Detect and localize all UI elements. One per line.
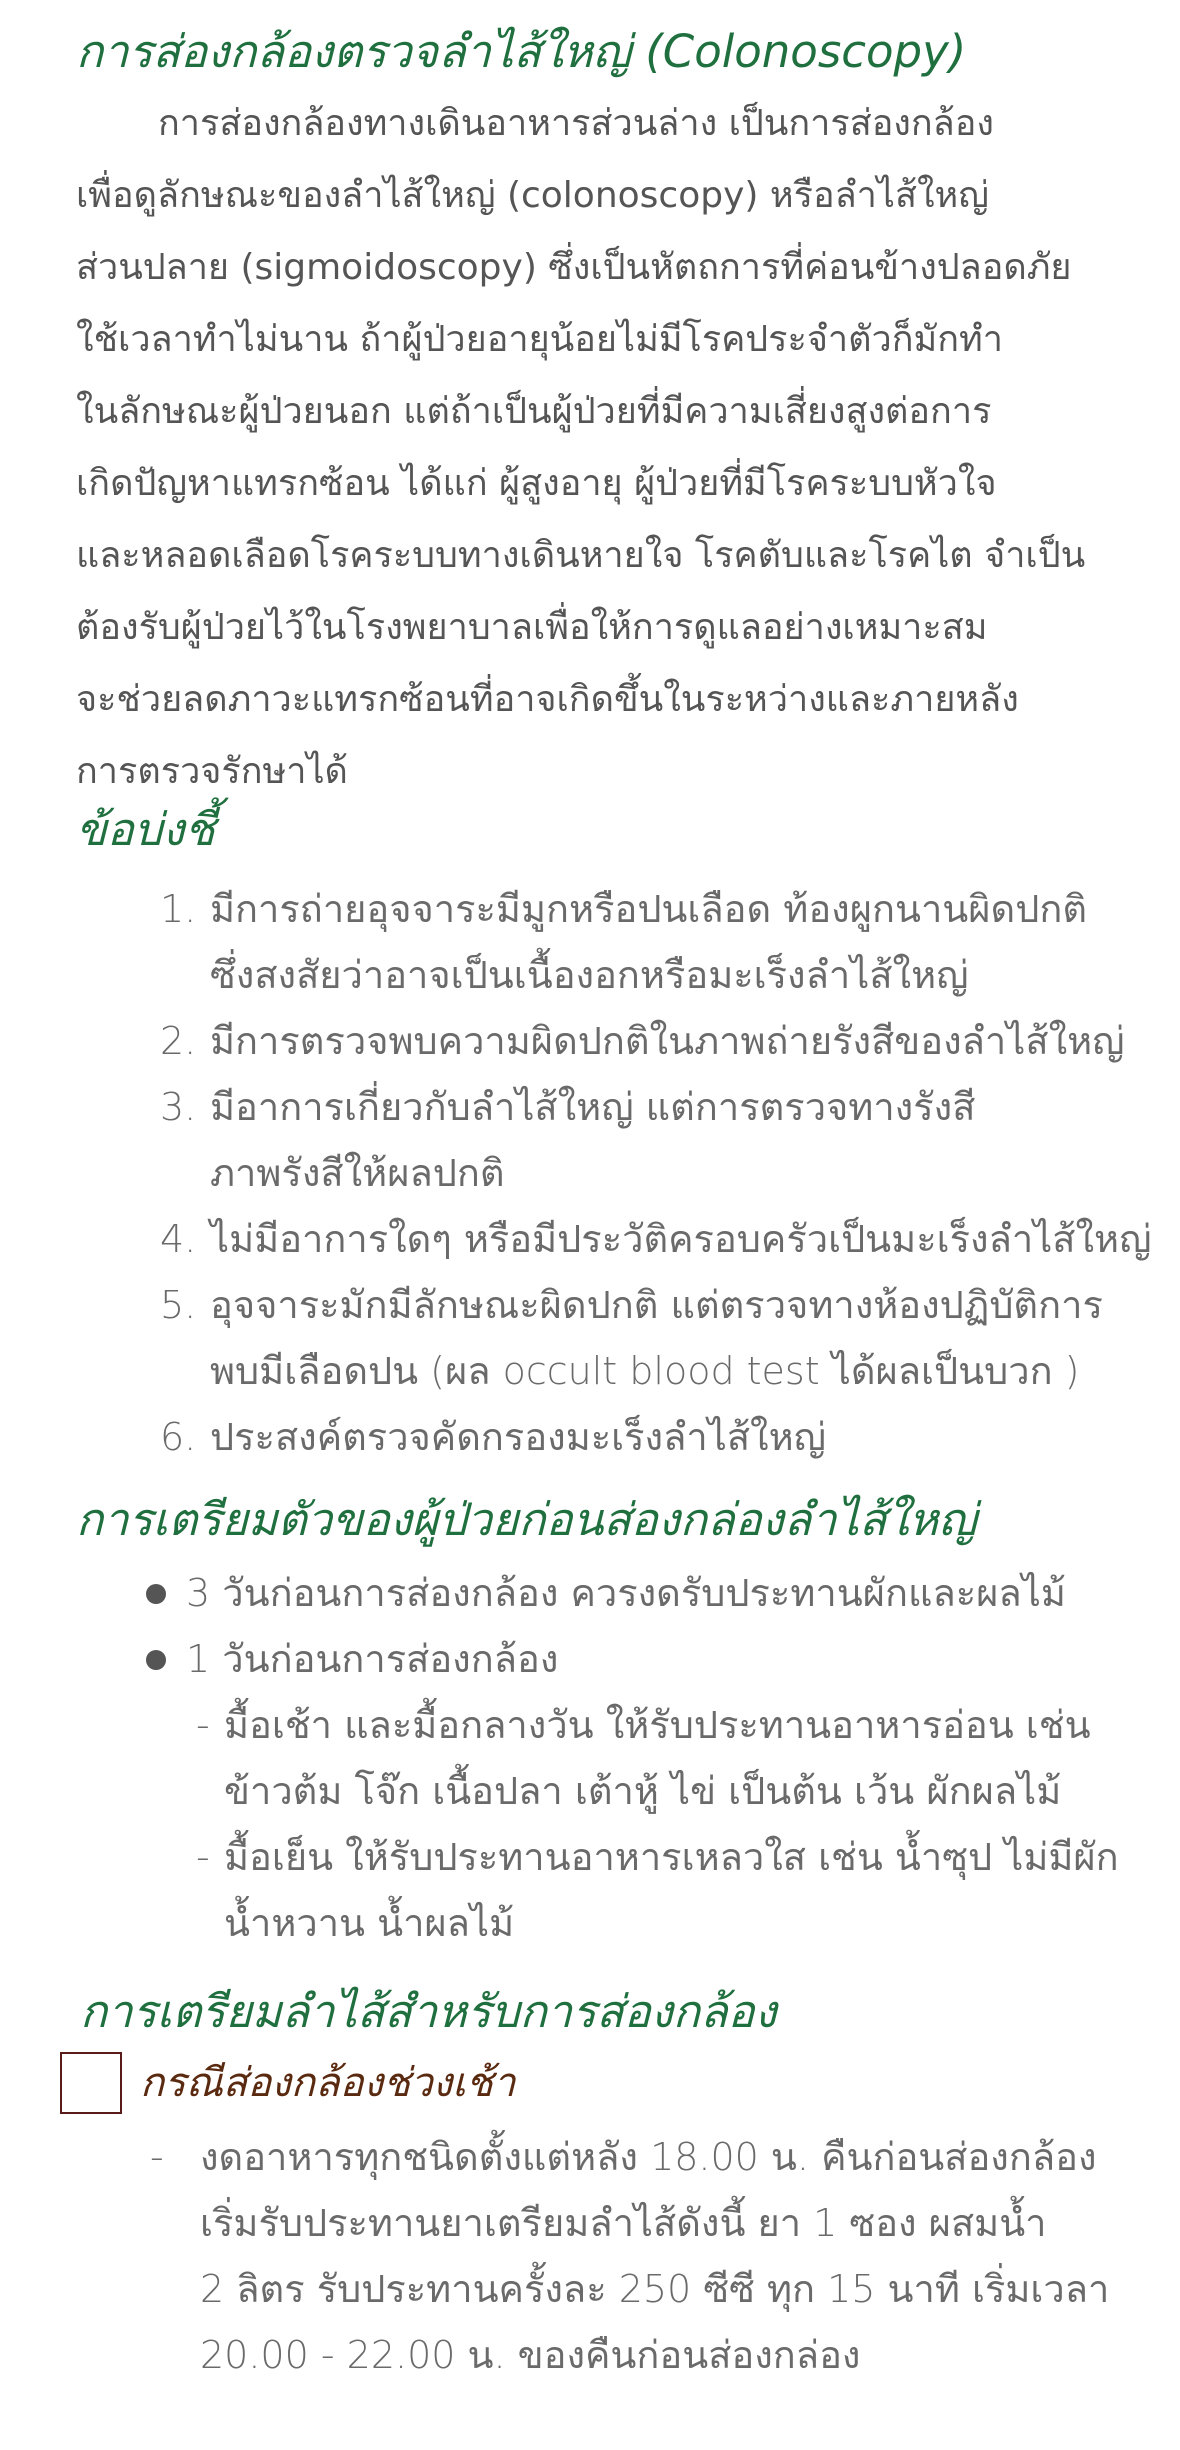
case-item-text: งดอาหารทุกชนิดตั้งแต่หลัง 18.00 น. คืนก่อนส่องกล้อง: [200, 2135, 1097, 2179]
paragraph-line: การตรวจรักษาได้: [76, 751, 348, 792]
paragraph-line: เพื่อดูลักษณะของลำไส้ใหญ่ (colonoscopy) หรือลำไส้ใหญ่: [76, 175, 989, 216]
list-item-text: มีอาการเกี่ยวกับลำไส้ใหญ่ แต่การตรวจทางรังสี: [210, 1085, 976, 1129]
paragraph-line: การส่องกล้องทางเดินอาหารส่วนล่าง เป็นการส่องกล้อง: [158, 103, 994, 144]
list-item-text: ไม่มีอาการใดๆ หรือมีประวัติครอบครัวเป็นมะเร็งลำไส้ใหญ่: [210, 1217, 1152, 1261]
list-item-text: อุจจาระมักมีลักษณะผิดปกติ แต่ตรวจทางห้องปฏิบัติการ: [210, 1283, 1103, 1327]
case-item-text: 2 ลิตร รับประทานครั้งละ 250 ซีซี ทุก 15 นาที เริ่มเวลา: [200, 2267, 1110, 2311]
checkbox[interactable]: [60, 2052, 122, 2114]
sub-item-text: มื้อเช้า และมื้อกลางวัน ให้รับประทานอาหารอ่อน เช่น: [224, 1703, 1091, 1747]
list-item-text: ประสงค์ตรวจคัดกรองมะเร็งลำไส้ใหญ่: [210, 1415, 827, 1459]
list-item-text: มีการถ่ายอุจจาระมีมูกหรือปนเลือด ท้องผูกนานผิดปกติ: [210, 887, 1088, 931]
paragraph-line: จะช่วยลดภาวะแทรกซ้อนที่อาจเกิดขึ้นในระหว่างและภายหลัง: [76, 679, 1019, 720]
intro-paragraph: [76, 88, 1116, 808]
indications-list: [150, 876, 1152, 1470]
section-heading-bowel-prep: การเตรียมลำไส้สำหรับการส่องกล้อง: [80, 1985, 777, 2038]
bullet-item: [142, 1626, 1132, 1692]
dash-marker: -: [196, 1835, 210, 1879]
bullet-icon: [146, 1584, 166, 1604]
list-number: 2.: [160, 1019, 197, 1063]
section-heading-indications: ข้อบ่งชี้: [76, 803, 215, 856]
list-item: [150, 876, 1130, 1008]
dash-marker: -: [196, 1703, 210, 1747]
paragraph-line: ต้องรับผู้ป่วยไว้ในโรงพยาบาลเพื่อให้การดูแลอย่างเหมาะสม: [76, 607, 988, 648]
dash-marker: -: [150, 2135, 164, 2179]
sub-list: [142, 1692, 1132, 1956]
paragraph-line: ในลักษณะผู้ป่วยนอก แต่ถ้าเป็นผู้ป่วยที่มีความเสี่ยงสูงต่อการ: [76, 391, 992, 432]
list-item: [150, 1074, 1130, 1206]
sub-item-text: มื้อเย็น ให้รับประทานอาหารเหลวใส เช่น น้ำซุป ไม่มีผัก: [224, 1835, 1119, 1879]
section-heading-patient-prep: การเตรียมตัวของผู้ป่วยก่อนส่องกล่องลำไส้ใหญ่: [76, 1493, 977, 1546]
list-item-text: พบมีเลือดปน (ผล occult blood test ได้ผลเป็นบวก ): [210, 1349, 1080, 1393]
sub-item-text: ข้าวต้ม โจ๊ก เนื้อปลา เต้าหู้ ไข่ เป็นต้น เว้น ผักผลไม้: [224, 1769, 1062, 1813]
list-item: [150, 1206, 1152, 1272]
sub-item-text: น้ำหวาน น้ำผลไม้: [224, 1901, 515, 1945]
bullet-icon: [146, 1650, 166, 1670]
list-item-text: มีการตรวจพบความผิดปกติในภาพถ่ายรังสีของลำไส้ใหญ่: [210, 1019, 1125, 1063]
section-heading-colonoscopy: การส่องกล้องตรวจลำไส้ใหญ่ (Colonoscopy): [76, 25, 967, 78]
case-title-morning: กรณีส่องกล้องช่วงเช้า: [140, 2060, 516, 2106]
sub-item: [194, 1824, 1132, 1956]
morning-case-list: [150, 2124, 1130, 2388]
patient-prep-list: [142, 1560, 1132, 1956]
paragraph-line: เกิดปัญหาแทรกซ้อน ได้แก่ ผู้สูงอายุ ผู้ป่วยที่มีโรคระบบหัวใจ: [76, 463, 997, 504]
list-number: 4.: [160, 1217, 197, 1261]
case-item: [150, 2124, 1130, 2388]
paragraph-line: ใช้เวลาทำไม่นาน ถ้าผู้ป่วยอายุน้อยไม่มีโรคประจำตัวก็มักทำ: [76, 319, 1003, 360]
bullet-text: 3 วันก่อนการส่องกล้อง ควรงดรับประทานผักและผลไม้: [186, 1571, 1066, 1615]
paragraph-line: ส่วนปลาย (sigmoidoscopy) ซึ่งเป็นหัตถการที่ค่อนข้างปลอดภัย: [76, 247, 1072, 288]
bullet-text: 1 วันก่อนการส่องกล้อง: [186, 1637, 559, 1681]
bullet-item: [142, 1560, 1132, 1626]
list-number: 1.: [160, 887, 197, 931]
list-item-text: ภาพรังสีให้ผลปกติ: [210, 1151, 505, 1195]
list-number: 3.: [160, 1085, 197, 1129]
list-item: [150, 1272, 1130, 1404]
sub-item: [194, 1692, 1132, 1824]
case-item-text: เริ่มรับประทานยาเตรียมลำไส้ดังนี้ ยา 1 ซอง ผสมน้ำ: [200, 2201, 1047, 2245]
list-number: 5.: [160, 1283, 197, 1327]
list-item-text: ซึ่งสงสัยว่าอาจเป็นเนื้องอกหรือมะเร็งลำไส้ใหญ่: [210, 953, 969, 997]
list-item: [150, 1404, 1130, 1470]
case-item-text: 20.00 - 22.00 น. ของคืนก่อนส่องกล่อง: [200, 2333, 861, 2377]
list-number: 6.: [160, 1415, 197, 1459]
list-item: [150, 1008, 1130, 1074]
paragraph-line: และหลอดเลือดโรคระบบทางเดินหายใจ โรคตับและโรคไต จำเป็น: [76, 535, 1086, 576]
